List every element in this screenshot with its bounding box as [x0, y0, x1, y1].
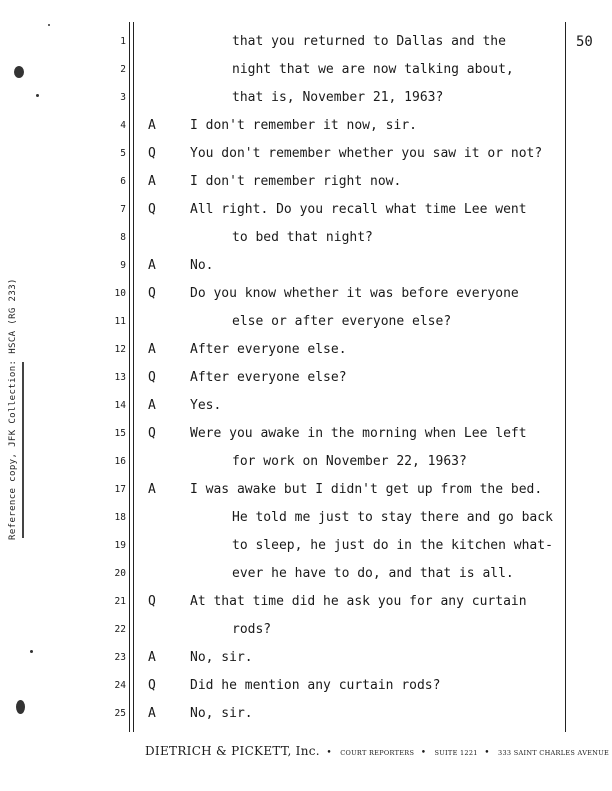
transcript-text: No, sir.	[190, 650, 253, 665]
speaker-label: Q	[148, 146, 156, 161]
line-number: 8	[120, 232, 126, 243]
transcript-line	[140, 32, 560, 60]
scan-speck	[36, 94, 39, 97]
transcript-body	[140, 32, 560, 732]
transcript-text: After everyone else?	[190, 370, 347, 385]
line-number: 20	[114, 568, 126, 579]
transcript-text: You don't remember whether you saw it or not?	[190, 146, 543, 161]
reference-stamp: Reference copy, JFK Collection: HSCA (RG 233)	[8, 278, 18, 540]
transcript-line	[140, 508, 560, 536]
transcript-line	[140, 284, 560, 312]
transcript-line	[140, 200, 560, 228]
transcript-text: I don't remember right now.	[190, 174, 402, 189]
footer-court-reporters: COURT REPORTERS	[340, 749, 415, 757]
speaker-label: Q	[148, 426, 156, 441]
transcript-text: All right. Do you recall what time Lee went	[190, 202, 527, 217]
line-number: 7	[120, 204, 126, 215]
transcript-line	[140, 620, 560, 648]
right-margin-rule	[565, 22, 566, 732]
line-number: 23	[114, 652, 126, 663]
page-footer	[145, 744, 609, 758]
transcript-line	[140, 88, 560, 116]
transcript-text: I don't remember it now, sir.	[190, 118, 417, 133]
footer-separator: •	[420, 748, 427, 758]
transcript-text: No.	[190, 258, 214, 273]
line-number: 1	[120, 36, 126, 47]
speaker-label: A	[148, 398, 156, 413]
transcript-line	[140, 480, 560, 508]
line-number: 10	[114, 288, 126, 299]
transcript-text: Yes.	[190, 398, 222, 413]
speaker-label: Q	[148, 678, 156, 693]
speaker-label: A	[148, 258, 156, 273]
footer-firm: DIETRICH & PICKETT, Inc.	[145, 744, 320, 758]
transcript-line	[140, 340, 560, 368]
speaker-label: Q	[148, 370, 156, 385]
speaker-label: A	[148, 650, 156, 665]
transcript-line	[140, 452, 560, 480]
transcript-text: to sleep, he just do in the kitchen what-	[232, 538, 553, 553]
line-number: 2	[120, 64, 126, 75]
line-number-column	[100, 32, 126, 732]
transcript-line	[140, 368, 560, 396]
line-number: 16	[114, 456, 126, 467]
transcript-line	[140, 60, 560, 88]
transcript-text: He told me just to stay there and go back	[232, 510, 553, 525]
line-number: 21	[114, 596, 126, 607]
transcript-line	[140, 228, 560, 256]
transcript-text: I was awake but I didn't get up from the bed.	[190, 482, 543, 497]
footer-suite: SUITE 1221	[434, 749, 478, 757]
transcript-text: Were you awake in the morning when Lee left	[190, 426, 527, 441]
speaker-label: A	[148, 482, 156, 497]
line-number: 18	[114, 512, 126, 523]
transcript-text: night that we are now talking about,	[232, 62, 514, 77]
line-number: 5	[120, 148, 126, 159]
line-number: 12	[114, 344, 126, 355]
line-number: 9	[120, 260, 126, 271]
transcript-line	[140, 564, 560, 592]
transcript-line	[140, 592, 560, 620]
scan-speck	[48, 24, 50, 26]
page-number: 50	[576, 34, 593, 50]
line-number: 17	[114, 484, 126, 495]
scan-speck	[30, 650, 33, 653]
transcript-line	[140, 312, 560, 340]
transcript-line	[140, 256, 560, 284]
transcript-text: After everyone else.	[190, 342, 347, 357]
line-number: 24	[114, 680, 126, 691]
line-number: 25	[114, 708, 126, 719]
transcript-text: No, sir.	[190, 706, 253, 721]
speaker-label: A	[148, 706, 156, 721]
transcript-text: Do you know whether it was before everyone	[190, 286, 519, 301]
transcript-line	[140, 704, 560, 732]
transcript-text: that is, November 21, 1963?	[232, 90, 444, 105]
footer-separator: •	[326, 748, 332, 758]
footer-address: 333 SAINT CHARLES AVENUE	[498, 749, 610, 757]
transcript-text: for work on November 22, 1963?	[232, 454, 467, 469]
left-margin-rule	[129, 22, 134, 732]
transcript-line	[140, 172, 560, 200]
line-number: 22	[114, 624, 126, 635]
speaker-label: Q	[148, 594, 156, 609]
transcript-text: to bed that night?	[232, 230, 373, 245]
line-number: 4	[120, 120, 126, 131]
transcript-text: else or after everyone else?	[232, 314, 452, 329]
transcript-line	[140, 536, 560, 564]
transcript-text: ever he have to do, and that is all.	[232, 566, 514, 581]
line-number: 19	[114, 540, 126, 551]
line-number: 13	[114, 372, 126, 383]
scan-speck	[16, 700, 25, 714]
transcript-line	[140, 396, 560, 424]
speaker-label: A	[148, 342, 156, 357]
line-number: 6	[120, 176, 126, 187]
side-stamp-bar	[22, 362, 24, 538]
transcript-text: Did he mention any curtain rods?	[190, 678, 441, 693]
transcript-line	[140, 424, 560, 452]
transcript-text: At that time did he ask you for any curtain	[190, 594, 527, 609]
line-number: 15	[114, 428, 126, 439]
speaker-label: Q	[148, 286, 156, 301]
footer-separator: •	[484, 748, 490, 758]
line-number: 14	[114, 400, 126, 411]
transcript-text: rods?	[232, 622, 272, 637]
speaker-label: Q	[148, 202, 156, 217]
line-number: 3	[120, 92, 126, 103]
speaker-label: A	[148, 118, 156, 133]
transcript-text: that you returned to Dallas and the	[232, 34, 506, 49]
line-number: 11	[114, 316, 126, 327]
transcript-line	[140, 116, 560, 144]
transcript-line	[140, 676, 560, 704]
scan-speck	[14, 66, 24, 78]
transcript-line	[140, 144, 560, 172]
transcript-line	[140, 648, 560, 676]
speaker-label: A	[148, 174, 156, 189]
